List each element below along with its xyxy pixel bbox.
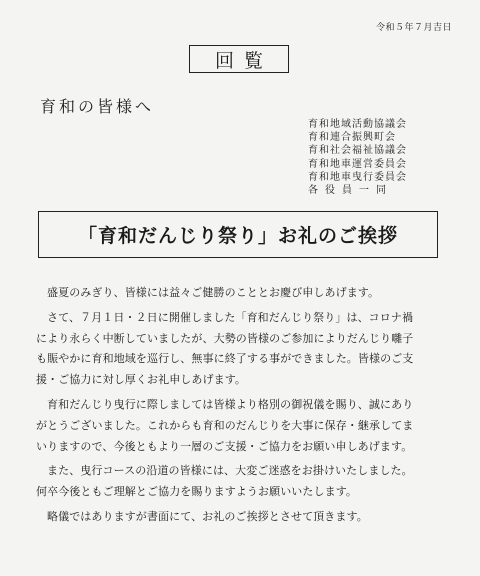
issue-date: 令和５年７月吉日 xyxy=(375,23,452,33)
circular-label-box xyxy=(189,45,289,73)
body-line: により永らく中断していましたが、大勢の皆様のご参加によりだんじり囃子 xyxy=(36,331,414,345)
body-line: 略儀ではありますが書面にて、お礼のご挨拶とさせて頂きます。 xyxy=(47,509,368,523)
sender-line: 育和地域活動協議会 xyxy=(308,119,407,130)
circular-label: 回覧 xyxy=(214,49,273,72)
letter-body xyxy=(36,283,450,528)
body-line: も賑やかに育和地域を巡行し、無事に終了する事ができました。皆様のご支 xyxy=(36,352,414,366)
salutation: 育和の皆様へ xyxy=(40,97,155,116)
body-line: 援・ご協力に対し厚くお礼申しあげます。 xyxy=(36,373,247,387)
body-line: がとうございました。これからも育和のだんじりを大事に保存・継承してま xyxy=(36,418,414,432)
body-line: いりますので、今後ともより一層のご支援・ご協力をお願い申しあげます。 xyxy=(36,439,413,453)
sender-line: 育和社会福祉協議会 xyxy=(308,145,407,157)
document-title: 「育和だんじり祭り」お礼のご挨拶 xyxy=(77,225,398,247)
sender-line: 育和地車運営委員会 xyxy=(308,158,407,170)
body-line: 育和だんじり曳行に際しましては皆様より格別の御祝儀を賜り、誠にあり xyxy=(47,397,414,411)
body-line: さて、７月１日・２日に開催しました「育和だんじり祭り」は、コロナ禍 xyxy=(47,310,414,324)
sender-list xyxy=(308,118,407,197)
body-line: また、曳行コースの沿道の皆様には、大変ご迷惑をお掛けいたしました。 xyxy=(47,464,413,478)
body-line: 盛夏のみぎり、皆様には益々ご健勝のこととお慶び申しあげます。 xyxy=(47,286,380,299)
sender-line: 各役員一同 xyxy=(308,185,393,197)
document-title-box xyxy=(38,211,438,258)
body-line: 何卒今後ともご理解とご協力を賜りますようお願いいたします。 xyxy=(36,485,358,499)
sender-line: 育和連合振興町会 xyxy=(308,132,396,144)
sender-line: 育和地車曳行委員会 xyxy=(308,171,407,183)
